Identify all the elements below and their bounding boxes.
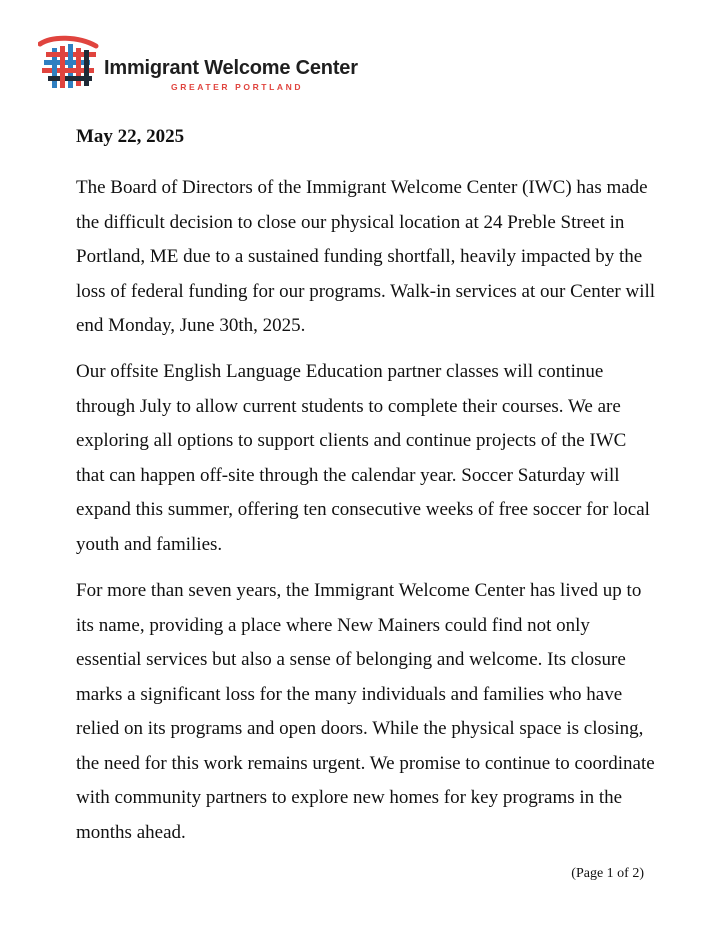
- letter-date: May 22, 2025: [76, 126, 185, 147]
- letter-paragraph: For more than seven years, the Immigrant Welcome Center has lived up to its name, providing a place where New Mainers could find not only essential services but also a sense of belonging and welcome. Its closure marks a significant loss for the many individuals and families who have relied on its programs and open doors. While the physical space is closing, the need for this work remains urgent. We promise to continue to coordinate with community partners to explore new homes for key programs in the months ahead.: [76, 580, 655, 843]
- letter-paragraph: The Board of Directors of the Immigrant Welcome Center (IWC) has made the difficult decision to close our physical location at 24 Preble Street in Portland, ME due to a sustained funding shortfall, heavily impacted by the loss of federal funding for our programs. Walk-in services at our Center will end Monday, June 30th, 2025.: [76, 177, 656, 336]
- organization-logo: [38, 30, 358, 96]
- page-indicator: (Page 1 of 2): [571, 866, 644, 881]
- letter-paragraph: Our offsite English Language Education partner classes will continue through July to allow current students to complete their courses. We are exploring all options to support clients and continue projects of the IWC that can happen off-site through the calendar year. Soccer Saturday will expand this summer, offering ten consecutive weeks of free soccer for local youth and families.: [76, 361, 650, 555]
- organization-subtitle: GREATER PORTLAND: [171, 82, 304, 92]
- woven-logo-icon: [38, 34, 100, 94]
- organization-name: Immigrant Welcome Center: [104, 57, 358, 79]
